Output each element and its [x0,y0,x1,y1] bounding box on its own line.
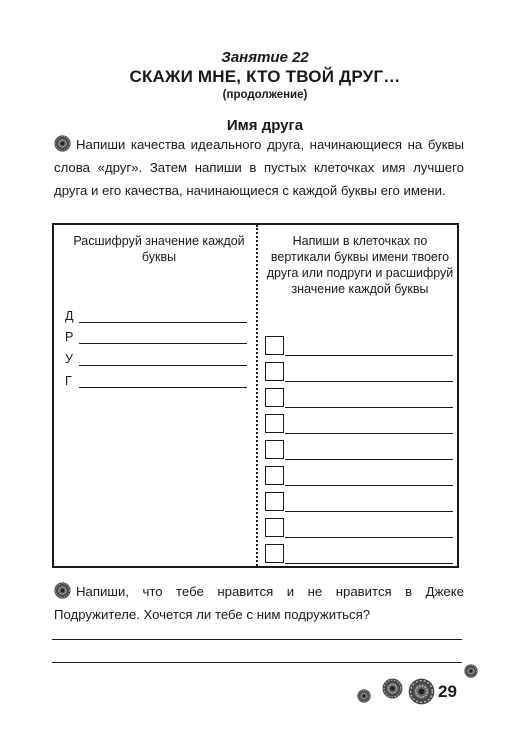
flower-decor-icon [464,664,478,678]
name-letter-line[interactable] [285,407,453,408]
name-letter-line[interactable] [285,381,453,382]
name-letter-box[interactable] [265,466,284,485]
flower-decor-icon [357,689,371,703]
flower-decor-icon [408,678,435,705]
name-letter-line[interactable] [285,459,453,460]
name-letter-line[interactable] [285,355,453,356]
task-2-text [54,580,464,626]
name-letter-box[interactable] [265,492,284,511]
name-letter-box[interactable] [265,518,284,537]
name-letter-line[interactable] [285,511,453,512]
name-letter-box[interactable] [265,414,284,433]
task-1-body: Напиши качества идеального друга, начинающиеся на буквы слова «друг». Затем напиши в пустых клеточках имя лучшего друга и его качества, начинающиеся с каждой буквы его имени. [54,137,464,198]
letter-d: Д [65,309,74,323]
name-letter-box[interactable] [265,336,284,355]
letter-g: Г [65,374,72,388]
letter-g-answer-line[interactable] [79,387,247,388]
name-letter-line[interactable] [285,537,453,538]
name-letter-box[interactable] [265,362,284,381]
letter-u: У [65,352,73,366]
flower-decor-icon [382,678,403,699]
left-column-header: Расшифруй значение каждой буквы [73,234,245,264]
right-column-header: Напиши в клеточках по вертикали буквы имени твоего друга или подруги и расшифруй значение каждой буквы [266,234,454,296]
letter-r: Р [65,330,74,344]
task-2-body: Напиши, что тебе нравится и не нравится в Джеке Подружителе. Хочется ли тебе с ним подружиться? [54,584,464,622]
name-letter-box[interactable] [265,388,284,407]
name-letter-box[interactable] [265,440,284,459]
section-title: Имя друга [226,117,304,134]
table-divider [256,225,258,566]
name-letter-line[interactable] [285,485,453,486]
lesson-number: Занятие 22 [221,49,309,66]
page-subtitle: (продолжение) [222,89,308,101]
name-letter-line[interactable] [285,433,453,434]
task-1-text [54,133,464,202]
answer-line-2[interactable] [52,662,462,663]
letter-u-answer-line[interactable] [79,365,247,366]
flower-bullet-icon [54,135,71,152]
name-letter-box[interactable] [265,544,284,563]
flower-bullet-icon [54,582,71,599]
letter-r-answer-line[interactable] [79,343,247,344]
letter-d-answer-line[interactable] [79,322,247,323]
answer-line-1[interactable] [52,639,462,640]
page-number: 29 [438,682,457,701]
page-title: СКАЖИ МНЕ, КТО ТВОЙ ДРУГ… [129,67,401,86]
name-letter-line[interactable] [285,563,453,564]
